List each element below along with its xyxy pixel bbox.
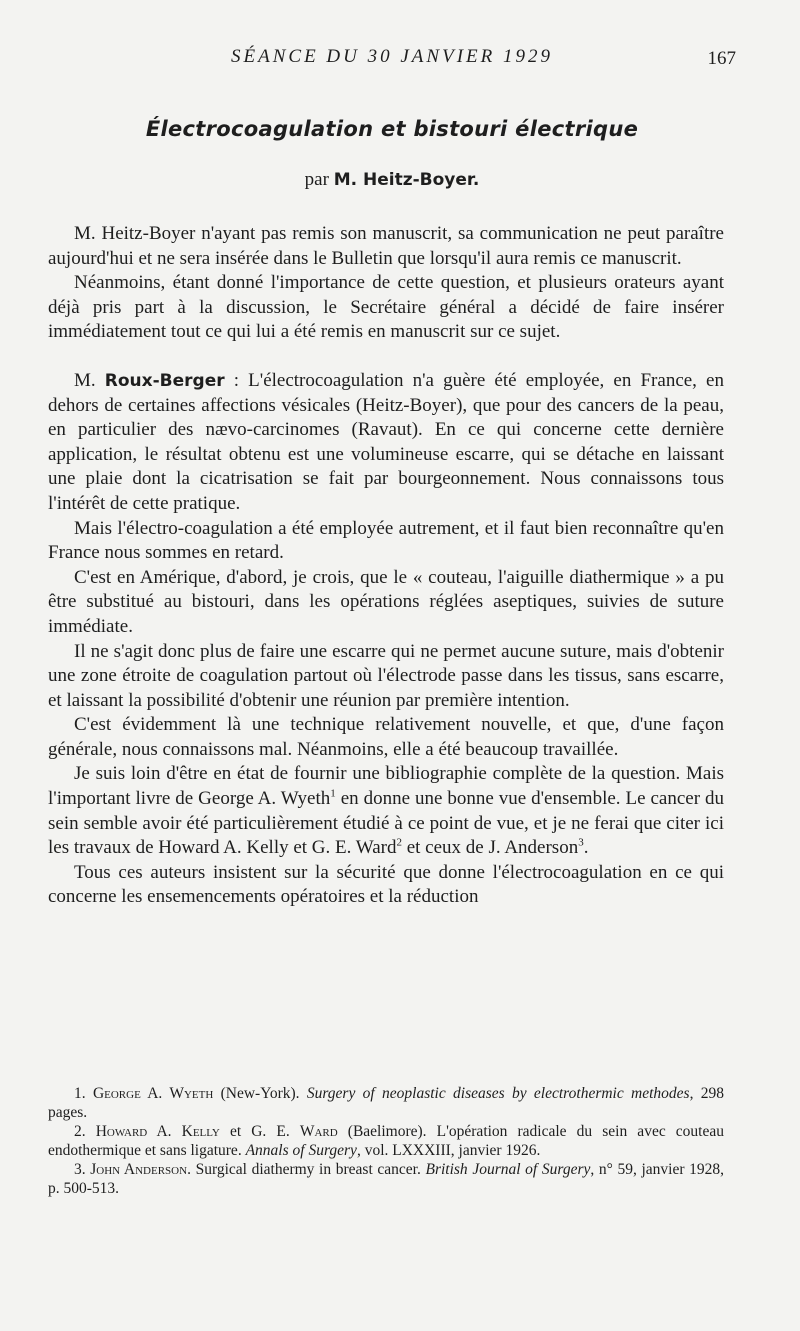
footnote-3-number: 3. bbox=[74, 1161, 91, 1178]
paragraph-3 bbox=[48, 369, 724, 517]
footnotes bbox=[48, 1084, 724, 1198]
paragraph-3-text: : L'électrocoagulation n'a guère été employée, en France, en dehors de certaines affections vésicales (Heitz-Boyer), que pour des cancers de la peau, en particulier des nævo-carcinomes (Ravaut). En ce qui concerne cette dernière application, le résultat obtenu est une volumineuse escarre, qui se détache en laissant une plaie dont la cicatrisation se fait par bourgeonnement. Nous connaissons tous l'intérêt de cette pratique. bbox=[48, 369, 724, 514]
footnote-2-text: (Baelimore). L'opération radicale du sein avec couteau endothermique et sans ligature. bbox=[48, 1123, 724, 1159]
footnote-2-author-2: Ward bbox=[299, 1123, 338, 1140]
paragraph-8-part-d: . bbox=[583, 837, 589, 859]
footnote-2-journal: Annals of Surgery bbox=[245, 1142, 357, 1159]
paragraph-8-part-a: Je suis loin d'être en état de fournir une bibliographie complète de la question. Mais l'important livre de George A. Wyeth bbox=[48, 763, 724, 810]
footnote-ref-1: 1 bbox=[330, 787, 336, 800]
footnote-3-author: John Anderson bbox=[90, 1161, 188, 1178]
footnote-2 bbox=[48, 1122, 724, 1160]
running-header bbox=[48, 44, 736, 74]
footnote-1-place: (New-York). bbox=[213, 1085, 307, 1102]
paragraph-7: C'est évidemment là une technique relativement nouvelle, et que, d'une façon générale, nous connaissons mal. Néanmoins, elle a été beaucoup travaillée. bbox=[48, 714, 724, 760]
footnote-3-rest: , n° 59, janvier 1928, p. 500-513. bbox=[48, 1161, 725, 1197]
speaker-name: Roux-Berger bbox=[104, 370, 225, 391]
footnote-ref-2: 2 bbox=[396, 836, 402, 849]
paragraph-2: Néanmoins, étant donné l'importance de cette question, et plusieurs orateurs ayant déjà pris part à la discussion, le Secrétaire général a décidé de faire insérer immédiatement tout ce qui lui a été remis en manuscrit sur ce sujet. bbox=[48, 272, 724, 343]
footnote-1 bbox=[48, 1084, 724, 1122]
article-body bbox=[48, 222, 724, 910]
byline bbox=[48, 169, 736, 191]
paragraph-6: Il ne s'agit donc plus de faire une escarre qui ne permet aucune suture, mais d'obtenir une zone étroite de coagulation partout où l'électrode passe dans les tissus, sans escarre, et laissant la possibilité d'obtenir une réunion par première intention. bbox=[48, 640, 724, 711]
footnote-1-rest: , 298 pages. bbox=[48, 1085, 725, 1121]
paragraph-8 bbox=[48, 762, 724, 860]
paragraph-8-part-b: en donne une bonne vue d'ensemble. Le cancer du sein semble avoir été particulièrement étudié à ce point de vue, et je ne ferai que citer ici les travaux de Howard A. Kelly et G. E. Ward bbox=[48, 788, 724, 859]
speaker-prefix: M. bbox=[74, 369, 105, 391]
running-title: SÉANCE DU 30 JANVIER 1929 bbox=[231, 46, 553, 67]
footnote-1-number: 1. bbox=[74, 1085, 93, 1102]
footnote-2-number: 2. bbox=[74, 1123, 96, 1140]
paragraph-1: M. Heitz-Boyer n'ayant pas remis son manuscrit, sa communication ne peut paraître aujourd'hui et ne sera insérée dans le Bulletin que lorsqu'il aura remis ce manuscrit. bbox=[48, 223, 724, 269]
footnote-2-rest: , vol. LXXXIII, janvier 1926. bbox=[356, 1142, 541, 1159]
footnote-3 bbox=[48, 1160, 724, 1198]
paragraph-4: Mais l'électro-coagulation a été employée autrement, et il faut bien reconnaître qu'en France nous sommes en retard. bbox=[48, 517, 724, 564]
paragraph-9: Tous ces auteurs insistent sur la sécurité que donne l'électrocoagulation en ce qui concerne les ensemencements opératoires et la réduction bbox=[48, 861, 724, 908]
footnote-3-journal: British Journal of Surgery bbox=[425, 1161, 591, 1178]
footnote-1-author: George A. Wyeth bbox=[92, 1085, 214, 1102]
paragraph-8-part-c: et ceux de J. Anderson bbox=[401, 837, 579, 859]
footnote-2-author-1: Howard A. Kelly bbox=[95, 1123, 220, 1140]
footnote-3-text: . Surgical diathermy in breast cancer. bbox=[187, 1161, 426, 1178]
page-number: 167 bbox=[707, 48, 736, 69]
byline-prefix: par bbox=[304, 169, 334, 190]
footnote-2-and: et G. E. bbox=[219, 1123, 300, 1140]
byline-author: M. Heitz-Boyer. bbox=[333, 170, 480, 190]
article-title: Électrocoagulation et bistouri électrique bbox=[145, 117, 639, 141]
paragraph-5: C'est en Amérique, d'abord, je crois, que le « couteau, l'aiguille diathermique » a pu être substitué au bistouri, dans les opérations réglées aseptiques, suivies de suture immédiate. bbox=[48, 566, 724, 637]
footnote-1-title: Surgery of neoplastic diseases by electrothermic methodes bbox=[306, 1085, 690, 1102]
footnote-ref-3: 3 bbox=[578, 836, 584, 849]
